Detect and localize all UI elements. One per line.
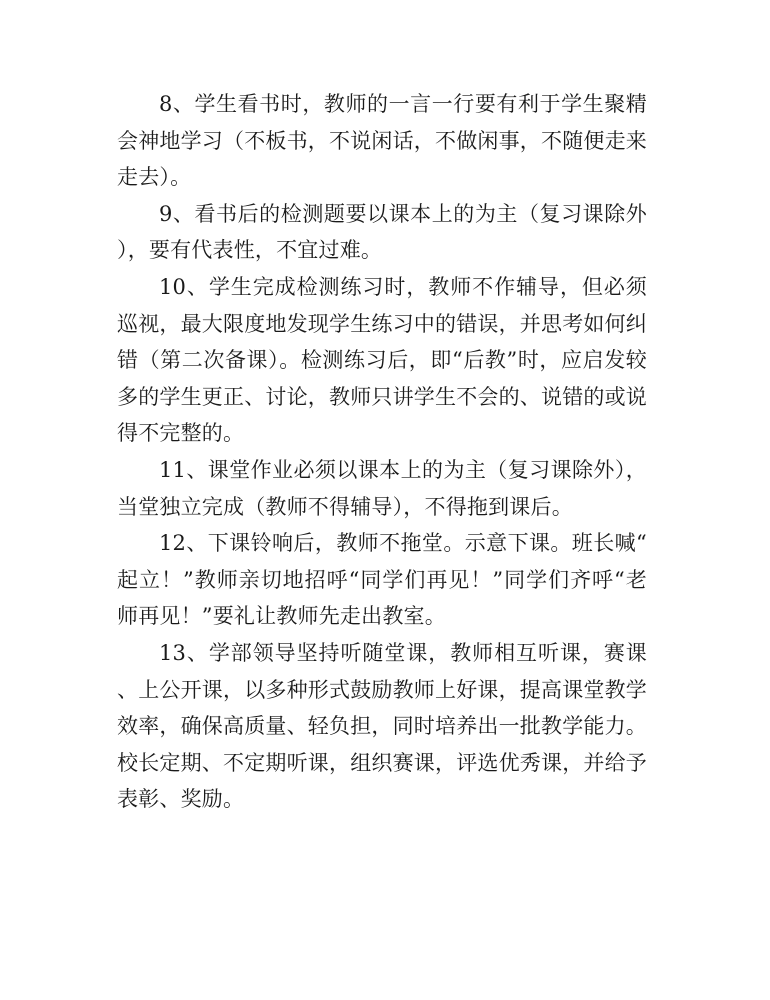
paragraph-9: 9、看书后的检测题要以课本上的为主（复习课除外），要有代表性，不宜过难。 xyxy=(117,201,647,263)
paragraph-10: 10、学生完成检测练习时，教师不作辅导，但必须巡视，最大限度地发现学生练习中的错误，并思考如何纠错（第二次备课）。检测练习后，即“后教”时，应启发较多的学生更正、讨论，教师只讲学生不会的、说错的或说得不完整的。 xyxy=(117,274,647,446)
paragraph-11: 11、课堂作业必须以课本上的为主（复习课除外），当堂独立完成（教师不得辅导），不得拖到课后。 xyxy=(117,457,647,519)
paragraph-8: 8、学生看书时，教师的一言一行要有利于学生聚精会神地学习（不板书，不说闲话，不做闲事，不随便走来走去）。 xyxy=(117,92,647,190)
paragraph-12: 12、下课铃响后，教师不拖堂。示意下课。班长喊“起立！”教师亲切地招呼“同学们再见！”同学们齐呼“老师再见！”要礼让教师先走出教室。 xyxy=(117,531,647,629)
document-body xyxy=(117,86,647,818)
paragraph-13: 13、学部领导坚持听随堂课，教师相互听课，赛课、上公开课，以多种形式鼓励教师上好课，提高课堂教学效率，确保高质量、轻负担，同时培养出一批教学能力。校长定期、不定期听课，组织赛课，评选优秀课，并给予表彰、奖励。 xyxy=(117,640,647,812)
